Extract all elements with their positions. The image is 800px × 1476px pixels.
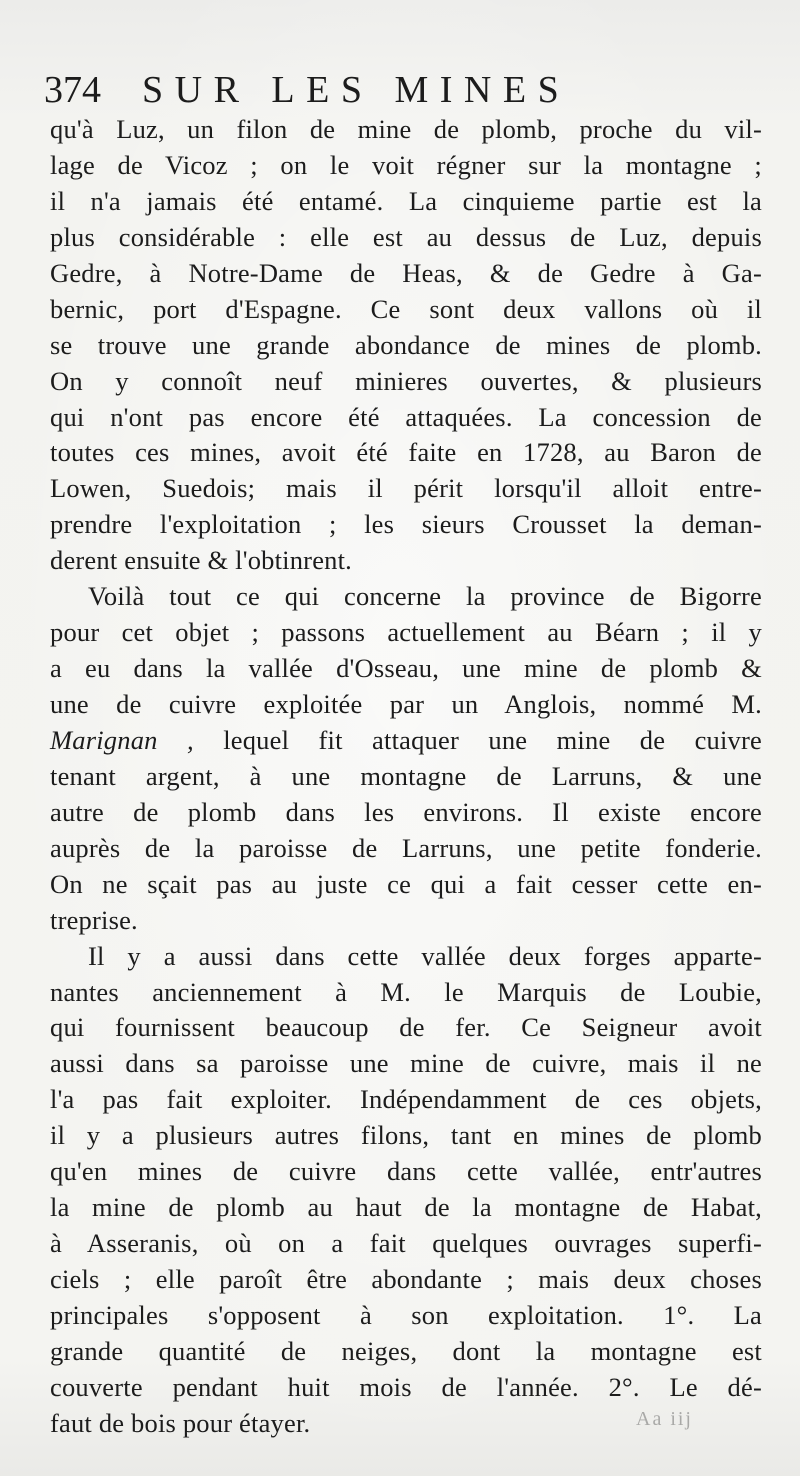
text-line: faut de bois pour étayer. [50,1407,311,1438]
paragraph-2 [50,579,762,938]
text-line: l'a pas fait exploiter. Indépendamment de ces objets, [50,1084,762,1115]
text-line: grande quantité de neiges, dont la montagne est [50,1335,762,1366]
text-line: couverte pendant huit mois de l'année. 2°. Le dé- [50,1371,762,1402]
text-line: se trouve une grande abondance de mines de plomb. [50,329,762,360]
text-line: a eu dans la vallée d'Osseau, une mine de plomb & [50,653,762,684]
text-line: qu'en mines de cuivre dans cette vallée, entr'autres [50,1156,762,1187]
text-line: qu'à Luz, un filon de mine de plomb, proche du vil- [50,114,762,144]
text-line: prendre l'exploitation ; les sieurs Crousset la deman- [50,509,762,540]
text-line: pour cet objet ; passons actuellement au Béarn ; il y [50,617,762,648]
text-line: bernic, port d'Espagne. Ce sont deux vallons où il [50,293,762,324]
running-head: SUR LES MINES [142,69,571,111]
paragraph-1 [50,112,762,579]
page-header [44,66,764,116]
signature-mark: Aa iij [636,1408,693,1430]
text-line: à Asseranis, où on a fait quelques ouvrages superfi- [50,1228,762,1259]
text-line: il y a plusieurs autres filons, tant en mines de plomb [50,1120,762,1151]
text-line: il n'a jamais été entamé. La cinquieme partie est la [50,185,762,216]
text-line: plus considérable : elle est au dessus de Luz, depuis [50,221,762,252]
text-line: On y connoît neuf minieres ouvertes, & plusieurs [50,365,762,396]
text-line: tenant argent, à une montagne de Larruns, & une [50,760,762,791]
text-line: autre de plomb dans les environs. Il existe encore [50,796,762,827]
text-line: la mine de plomb au haut de la montagne de Habat, [50,1192,762,1223]
text-line: qui fournissent beaucoup de fer. Ce Seigneur avoit [50,1012,762,1043]
text-line: nantes anciennement à M. le Marquis de Loubie, [50,976,762,1007]
text-line: Il y a aussi dans cette vallée deux forges apparte- [88,940,762,971]
paragraph-3 [50,939,762,1442]
text-line: une de cuivre exploitée par un Anglois, nommé M. [50,689,762,719]
page-number: 374 [44,69,101,111]
text-line: On ne sçait pas au juste ce qui a fait cesser cette en- [50,868,762,899]
text-line: lage de Vicoz ; on le voit régner sur la montagne ; [50,149,762,180]
text-line: treprise. [50,904,138,935]
text-line: ciels ; elle paroît être abondante ; mais deux choses [50,1264,762,1294]
text-line-with-italic [50,723,762,759]
text-line: auprès de la paroisse de Larruns, une petite fonderie. [50,832,762,863]
text-line: aussi dans sa paroisse une mine de cuivre, mais il ne [50,1048,762,1079]
text-line: Gedre, à Notre-Dame de Heas, & de Gedre à Ga- [50,257,762,288]
text-line: derent ensuite & l'obtinrent. [50,545,352,576]
text-line: qui n'ont pas encore été attaquées. La concession de [50,401,762,432]
text-line: Voilà tout ce qui concerne la province de Bigorre [88,581,762,612]
text-line: principales s'opposent à son exploitation. 1°. La [50,1299,762,1330]
body-text [50,112,762,1442]
italic-name: Marignan , [50,724,194,755]
text-line: toutes ces mines, avoit été faite en 1728, au Baron de [50,437,762,468]
text-segment: lequel fit attaquer une mine de cuivre [193,724,762,755]
text-line: Lowen, Suedois; mais il périt lorsqu'il alloit entre- [50,473,762,504]
